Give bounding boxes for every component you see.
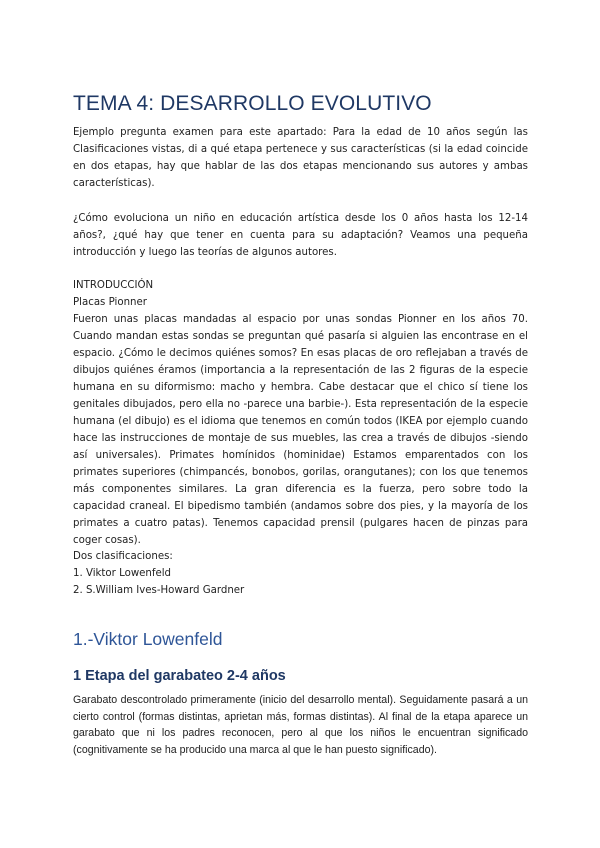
section-heading-lowenfeld: 1.-Viktor Lowenfeld — [73, 629, 223, 649]
exam-question-text: Ejemplo pregunta examen para este apartado: Para la edad de 10 años según las Clasificaciones vistas, di a qué etapa pertenece y sus características (si la edad coincide en dos etapas, hay que hablar de las dos etapas mencionando sus autores y ambas características). — [73, 127, 528, 189]
document-title: TEMA 4: DESARROLLO EVOLUTIVO — [73, 92, 432, 115]
classification-item: 1. Viktor Lowenfeld — [73, 568, 172, 579]
exam-question-paragraph — [73, 124, 528, 192]
placas-label: Placas Pionner — [73, 297, 147, 308]
placas-paragraph: Fueron unas placas mandadas al espacio por unas sondas Pionner en los años 70. Cuando mandan estas sondas se preguntan qué pasaría si alguien las encontrase en el espacio. ¿Cómo le decimos quiénes somos? En esas placas de oro reflejaban a través de dibujos quiénes éramos (importancia a la representación de las 2 figuras de la especie humana en su diformismo: macho y hembra. Cabe destacar que el chico sí tiene los genitales dibujados, pero ella no -parece una barbie-). Esta representación de la especie humana (el dibujo) es el idioma que tenemos en común todos (IKEA por ejemplo cuando hace las instrucciones de montaje de sus muebles, las crea a través de dibujos -siendo así universales). Primates homínidos (hominidae) Estamos emparentados con los primates superiores (chimpancés, bonobos, gorilas, orangutanes); con los que tenemos más componentes similares. La gran diferencia es la fuerza, pero sobre todo la capacidad craneal. El bipedismo también (andamos sobre dos pies, y la mayoría de los primates a cuatro patas). Tenemos capacidad prensil (pulgares hacen de pinzas para coger cosas). — [73, 314, 528, 546]
evolution-question-text: ¿Cómo evoluciona un niño en educación artística desde los 0 años hasta los 12-14 años?, ¿qué hay que tener en cuenta para su adaptación? Veamos una pequeña introducción y luego las teorías de algunos autores. — [73, 213, 528, 258]
classifications-label: Dos clasificaciones: — [73, 551, 173, 562]
classifications-section — [73, 548, 528, 599]
introduction-section — [73, 277, 528, 549]
introduction-label: INTRODUCCIÓN — [73, 280, 154, 291]
garabateo-paragraph: Garabato descontrolado primeramente (inicio del desarrollo mental). Seguidamente pasará a un cierto control (formas distintas, aprietan más, formas distintas). Al final de la etapa aparece un garabato que ni los padres reconocen, pero al que los niños le encuentran significado (cognitivamente se ha producido una marca al que le han puesto significado). — [73, 694, 528, 756]
classification-item: 2. S.William Ives-Howard Gardner — [73, 585, 245, 596]
subsection-heading-garabateo: 1 Etapa del garabateo 2-4 años — [73, 668, 286, 684]
evolution-question-paragraph — [73, 210, 528, 261]
